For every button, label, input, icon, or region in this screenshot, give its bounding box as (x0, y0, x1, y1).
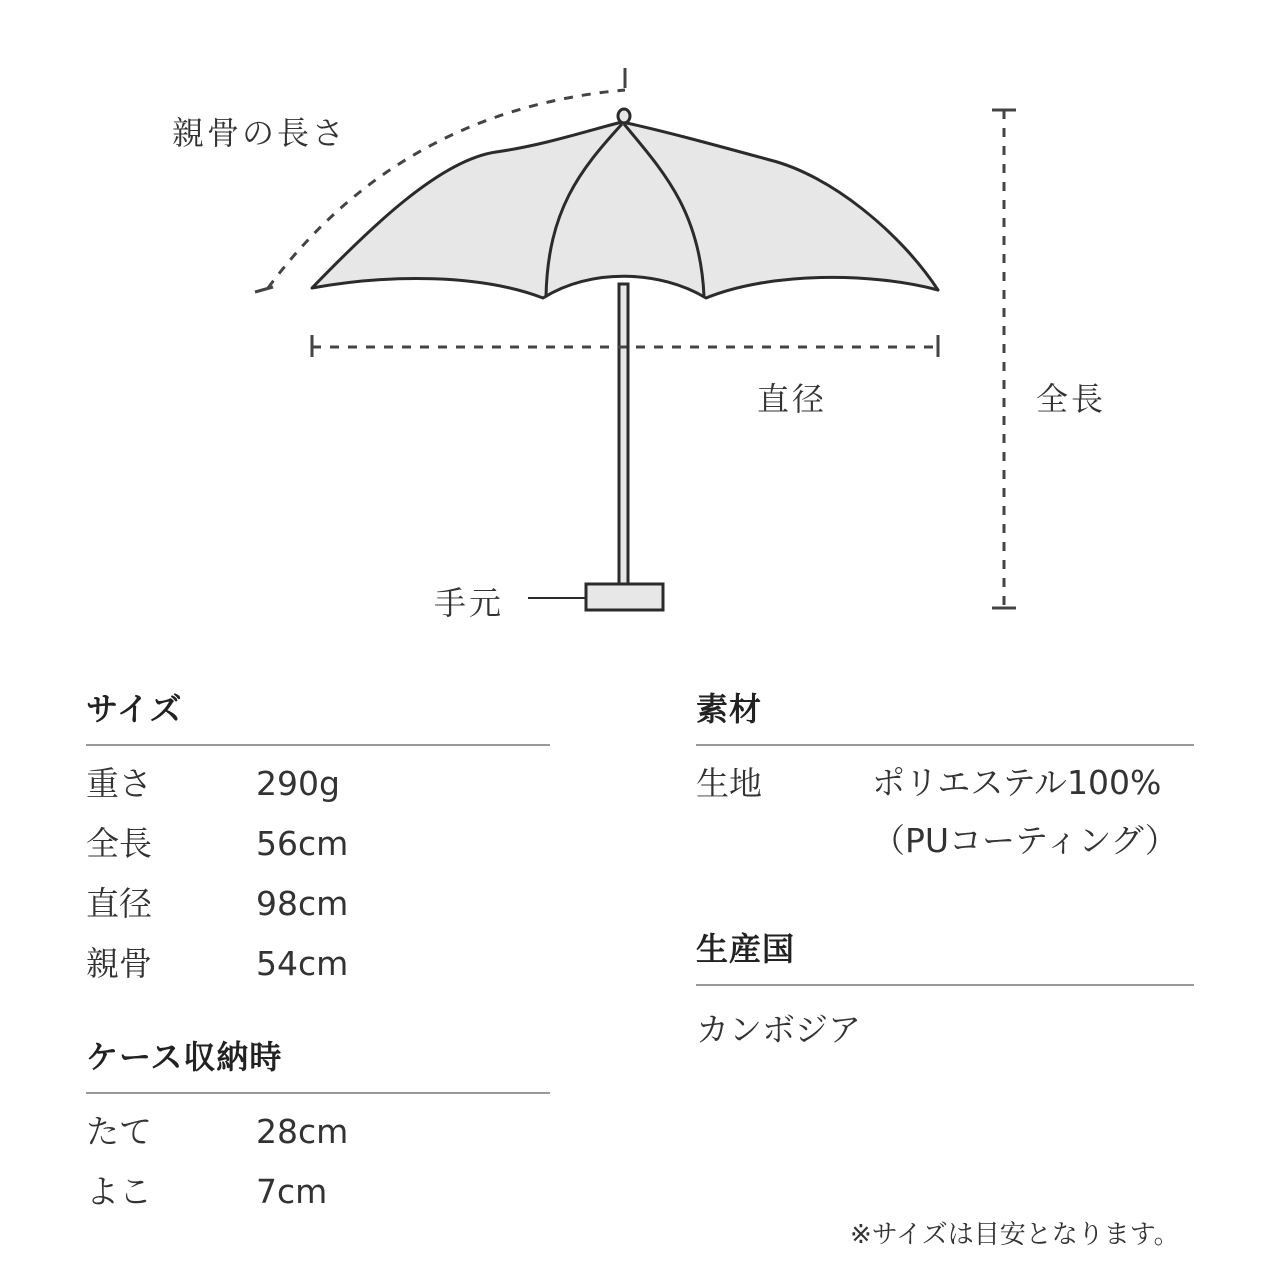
umbrella-shaft (619, 284, 628, 586)
spec-value: 98cm (256, 884, 349, 923)
footnote: ※サイズは目安となります。 (850, 1220, 1180, 1250)
spec-row-weight (86, 754, 550, 814)
material-section (696, 686, 1194, 874)
handle-label: 手元 (434, 584, 505, 622)
size-section-divider (86, 744, 550, 746)
size-section-title: サイズ (86, 690, 183, 728)
total-length-label: 全長 (1036, 380, 1107, 418)
material-section-divider (696, 744, 1194, 746)
spec-row-case-height (86, 1102, 550, 1162)
case-section-divider (86, 1092, 550, 1094)
spec-key: 重さ (86, 764, 152, 803)
material-section-title: 素材 (696, 690, 763, 728)
origin-section-divider (696, 984, 1194, 986)
spec-value: 290g (256, 764, 340, 803)
spec-key: 生地 (696, 764, 762, 803)
umbrella-canopy (312, 122, 938, 298)
spec-key: 直径 (86, 884, 152, 923)
size-section (86, 686, 550, 994)
umbrella-tip (618, 109, 630, 123)
rib-length-label: 親骨の長さ (172, 114, 348, 152)
size-spec-list (86, 754, 550, 994)
spec-key: たて (86, 1112, 152, 1151)
origin-value: カンボジア (696, 1010, 861, 1049)
spec-row-case-width (86, 1162, 550, 1222)
spec-row-rib (86, 934, 550, 994)
spec-value: 7cm (256, 1172, 328, 1211)
origin-section-title: 生産国 (696, 930, 796, 968)
case-section-title: ケース収納時 (86, 1038, 283, 1076)
fabric-value-line2: （PUコーティング） (872, 821, 1178, 860)
rib-length-end-tick-left (255, 287, 273, 292)
fabric-value-line1: ポリエステル100% (872, 763, 1162, 802)
spec-value: 54cm (256, 944, 349, 983)
spec-row-fabric (696, 754, 1194, 874)
spec-key: 全長 (86, 824, 152, 863)
diameter-label: 直径 (757, 380, 828, 418)
origin-section (696, 926, 1194, 1060)
spec-value (872, 754, 1202, 870)
spec-key: 親骨 (86, 944, 152, 983)
spec-row-diameter (86, 874, 550, 934)
spec-value: 56cm (256, 824, 349, 863)
umbrella-handle (586, 584, 663, 610)
spec-value: 28cm (256, 1112, 349, 1151)
case-section (86, 1034, 550, 1222)
spec-row-total-length (86, 814, 550, 874)
spec-key: よこ (86, 1172, 152, 1211)
case-spec-list (86, 1102, 550, 1222)
